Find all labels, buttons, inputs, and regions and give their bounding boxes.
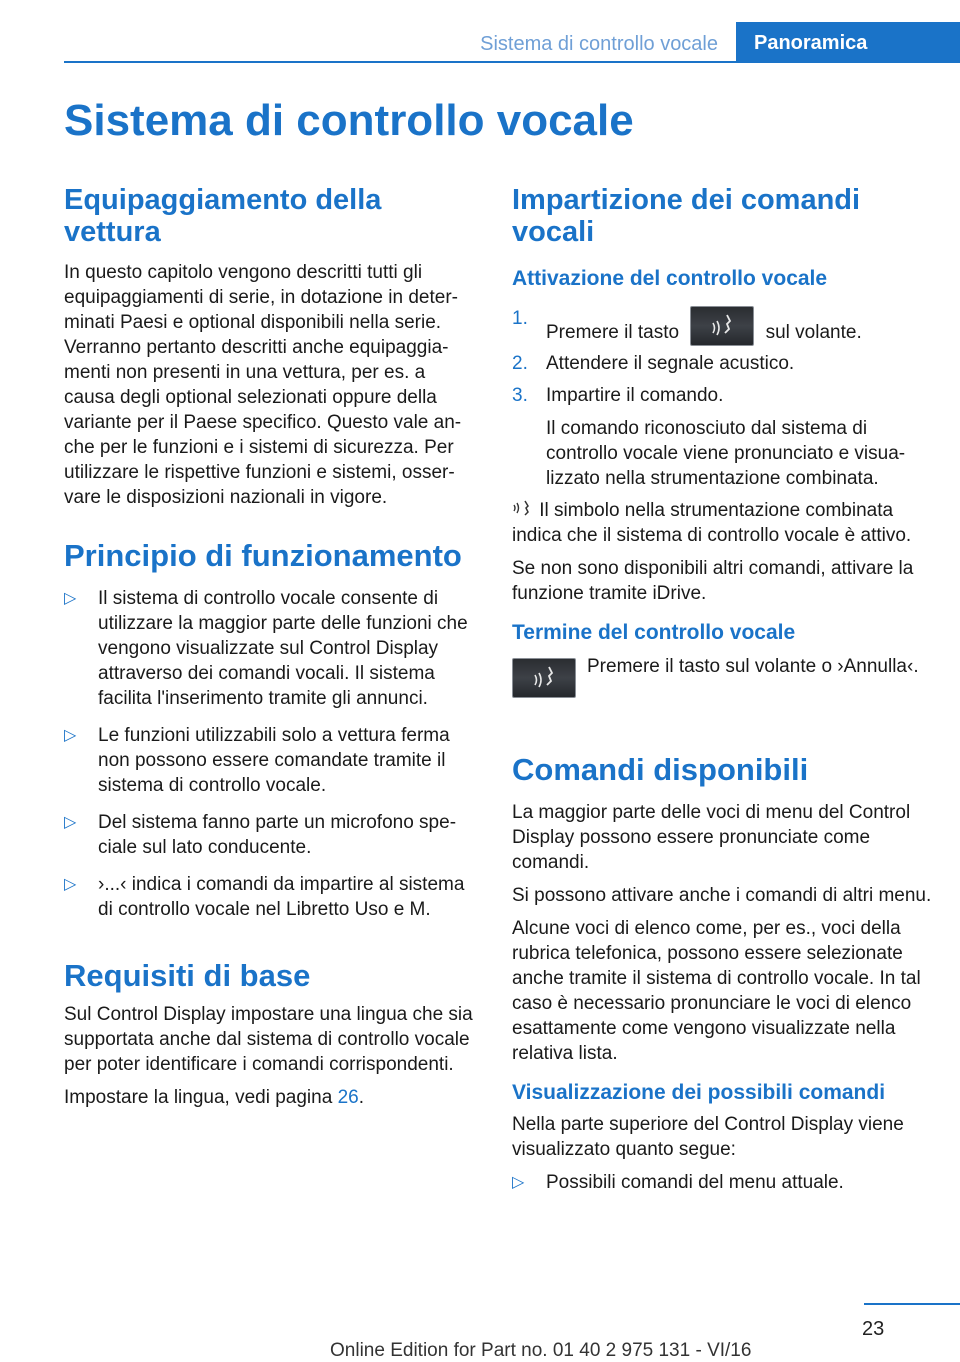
- activation-steps: [512, 306, 932, 491]
- activation-heading: Attivazione del controllo vocale: [512, 267, 828, 290]
- list-item: ▷ Il sistema di controllo vocale consente di utilizzare la maggior parte delle funzioni che vengono visualizzate sul Control Display attraverso dei comandi vocali. Il sistema facilita l'inserimento tramite gli annunci.: [64, 588, 468, 709]
- left-column: [64, 184, 480, 1118]
- requirements-heading: Requisiti di base: [64, 958, 311, 993]
- available-text-2: Si possono attivare anche i comandi di altri menu.: [512, 885, 932, 906]
- principle-heading: Principio di funzionamento: [64, 538, 462, 573]
- list-item: ▷ ›...‹ indica i comandi da impartire al sistema di controllo vocale nel Libretto Uso e M.: [64, 874, 465, 920]
- list-item: 1. Premere il tasto sul volante.: [512, 306, 932, 346]
- list-item: ▷ Le funzioni utilizzabili solo a vettura ferma non possono essere comandate tramite il sistema di controllo vocale.: [64, 725, 450, 796]
- no-more-commands: Se non sono disponibili altri comandi, attivare la funzione tramite iDrive.: [512, 558, 914, 604]
- triangle-bullet-icon: ▷: [64, 876, 77, 893]
- triangle-bullet-icon: ▷: [512, 1174, 525, 1191]
- page-number: 23: [862, 1318, 885, 1340]
- equipment-text: In questo capitolo vengono descritti tutti gli equipaggiamenti di serie, in dotazione in determinati Paesi e optional disponibili nella serie. Verranno pertanto descritti anche equipaggiamenti non presenti in una vettura, per es. a causa degli optional selezionati oppure della variante per il Paese specifico. Questo vale anche per le funzioni e i sistemi di sicurezza. Per utilizzare le rispettive funzioni e sistemi, osservare le disposizioni nazionali in vigore.: [64, 262, 462, 508]
- requirements-text: Sul Control Display impostare una lingua che sia supportata anche dal sistema di controllo vocale per poter identificare i comandi corrispondenti.: [64, 1004, 473, 1075]
- triangle-bullet-icon: ▷: [64, 727, 77, 744]
- list-item: 2. Attendere il segnale acustico.: [512, 353, 795, 374]
- language-note: Impostare la lingua, vedi pagina 26.: [64, 1087, 364, 1108]
- list-item: ▷ Possibili comandi del menu attuale.: [512, 1172, 844, 1193]
- voice-button-icon: [512, 658, 576, 698]
- triangle-bullet-icon: ▷: [64, 814, 77, 831]
- page-title: Sistema di controllo vocale: [64, 96, 634, 145]
- header-tab: Panoramica: [736, 22, 960, 62]
- voice-button-icon: [690, 306, 754, 346]
- display-heading: Visualizzazione dei possibili comandi: [512, 1081, 886, 1104]
- footer-rule: [864, 1303, 960, 1305]
- display-text: Nella parte superiore del Control Display viene visualizzato quanto segue:: [512, 1114, 904, 1160]
- display-list: [512, 1170, 932, 1199]
- header-rule: [64, 61, 960, 63]
- triangle-bullet-icon: ▷: [64, 590, 77, 607]
- list-item: ▷ Del sistema fanno parte un microfono speciale sul lato conducente.: [64, 812, 457, 858]
- end-heading: Termine del controllo vocale: [512, 621, 796, 644]
- end-instruction: Premere il tasto sul volante o ›Annulla‹.: [512, 654, 932, 718]
- voice-symbol-icon: [512, 499, 534, 519]
- equipment-heading: Equipaggiamento della vettura: [64, 184, 382, 248]
- available-text-3: Alcune voci di elenco come, per es., voci della rubrica telefonica, possono essere selezionate anche tramite il sistema di controllo vocale. In tal caso è necessario pronunciare le voci di elenco esattamente come vengono visualizzate nella relativa lista.: [512, 918, 921, 1064]
- principle-list: [64, 586, 480, 926]
- commands-heading: Impartizione dei comandi vocali: [512, 184, 861, 248]
- page-link[interactable]: 26: [337, 1087, 359, 1108]
- symbol-note: Il simbolo nella strumentazione combinata indica che il sistema di controllo vocale è attivo.: [512, 500, 912, 546]
- right-column: [512, 184, 932, 1207]
- available-heading: Comandi disponibili: [512, 752, 809, 787]
- header-section-title: Sistema di controllo vocale: [480, 33, 718, 55]
- list-item: 3. Impartire il comando. Il comando riconosciuto dal sistema di controllo vocale viene pronunciato e visualizzato nella strumentazione combinata.: [512, 385, 906, 489]
- available-text-1: La maggior parte delle voci di menu del Control Display possono essere pronunciate come comandi.: [512, 802, 911, 873]
- edition-note: Online Edition for Part no. 01 40 2 975 131 - VI/16: [330, 1340, 752, 1361]
